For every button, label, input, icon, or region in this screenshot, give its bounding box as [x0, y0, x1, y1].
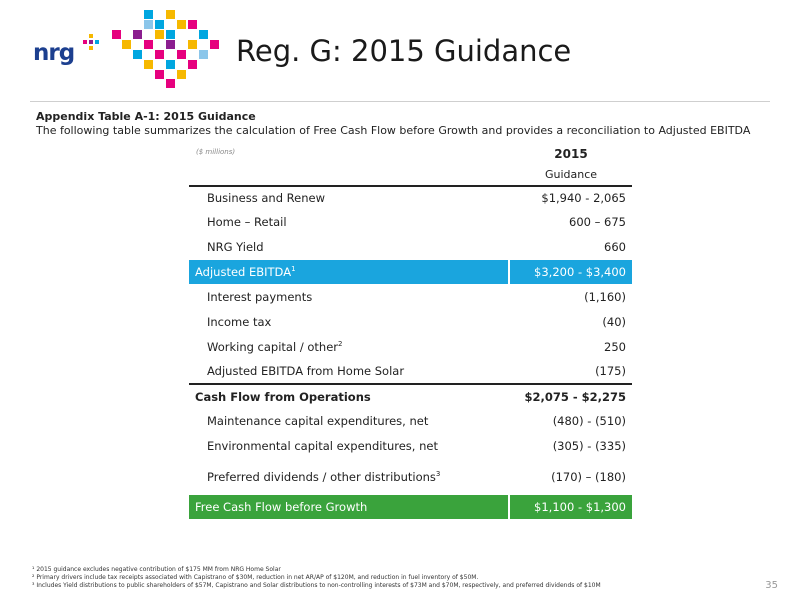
footnote-ref: 3: [435, 470, 441, 479]
table-row-preferred-dividends: [189, 465, 632, 489]
page-title: Reg. G: 2015 Guidance: [236, 34, 572, 68]
row-label: Free Cash Flow before Growth: [195, 500, 368, 514]
row-value: 600 – 675: [569, 215, 626, 229]
column-separator: [508, 260, 510, 284]
table-row-nrg-yield: [189, 235, 632, 259]
row-label: Cash Flow from Operations: [195, 390, 371, 404]
table-description: The following table summarizes the calculation of Free Cash Flow before Growth and provides a reconciliation to Adjusted EBITDA: [36, 124, 751, 137]
table-row-environmental-capex: [189, 434, 632, 458]
table-subheading: Appendix Table A-1: 2015 Guidance: [36, 110, 256, 123]
table-row-working-capital: [189, 335, 632, 359]
row-label: Working capital / other$^2$: [207, 340, 343, 354]
table-row-interest-payments: [189, 285, 632, 309]
pixel-mosaic-graphic: [108, 8, 220, 88]
row-label: Maintenance capital expenditures, net: [207, 414, 429, 428]
row-label: Adjusted EBITDA from Home Solar: [207, 364, 405, 378]
row-label: Home – Retail: [207, 215, 287, 229]
logo-dots-icon: [83, 34, 101, 52]
row-value: (1,160): [584, 290, 626, 304]
units-label: ($ millions): [196, 148, 236, 156]
row-label: Interest payments: [207, 290, 313, 304]
row-value: 250: [604, 340, 626, 354]
row-label: NRG Yield: [207, 240, 264, 254]
row-value: (175): [595, 364, 626, 378]
row-value: $1,940 - 2,065: [541, 191, 626, 205]
row-label: Business and Renew: [207, 191, 325, 205]
row-label: Environmental capital expenditures, net: [207, 439, 438, 453]
footnote-1: ¹ 2015 guidance excludes negative contribution of $175 MM from NRG Home Solar: [32, 566, 281, 573]
footnote-2: ² Primary drivers include tax receipts associated with Capistrano of $30M, reduction in net AR/AP of $120M, and reduction in fuel inventory of $50M.: [32, 574, 479, 581]
nrg-logo: [33, 40, 103, 70]
table-row-cash-flow-operations: [189, 385, 632, 409]
row-label: Preferred dividends / other distributions$^3$: [207, 470, 441, 484]
footnote-3: ³ Includes Yield distributions to public shareholders of $57M, Capistrano and Solar distributions to non-controlling interests of $73M and $70M, respectively, and preferred dividends of $10M: [32, 582, 601, 589]
row-value: (480) - (510): [552, 414, 626, 428]
table-row-income-tax: [189, 310, 632, 334]
row-value: $2,075 - $2,275: [524, 390, 626, 404]
page-number: 35: [765, 580, 778, 591]
row-value: (305) - (335): [552, 439, 626, 453]
table-row-home-solar: [189, 359, 632, 383]
logo-text: nrg: [33, 40, 75, 66]
footnote-ref: 2: [338, 340, 343, 349]
row-label: Adjusted EBITDA$^1$: [195, 265, 296, 279]
footnote-ref: 1: [291, 265, 296, 274]
row-value: $1,100 - $1,300: [534, 500, 626, 514]
row-value: (170) – (180): [551, 470, 626, 484]
column-separator: [508, 495, 510, 519]
row-value: $3,200 - $3,400: [534, 265, 626, 279]
row-label: Income tax: [207, 315, 272, 329]
column-header-year: 2015: [554, 147, 588, 161]
table-row-home-retail: [189, 210, 632, 234]
footnotes: [32, 566, 772, 590]
row-value: (40): [602, 315, 626, 329]
table-row-business-renew: [189, 186, 632, 210]
row-value: 660: [604, 240, 626, 254]
table-row-adjusted-ebitda: [189, 260, 632, 284]
table-row-maintenance-capex: [189, 409, 632, 433]
column-header-guidance: Guidance: [544, 168, 598, 181]
title-divider: [30, 101, 770, 102]
table-row-free-cash-flow: [189, 495, 632, 519]
